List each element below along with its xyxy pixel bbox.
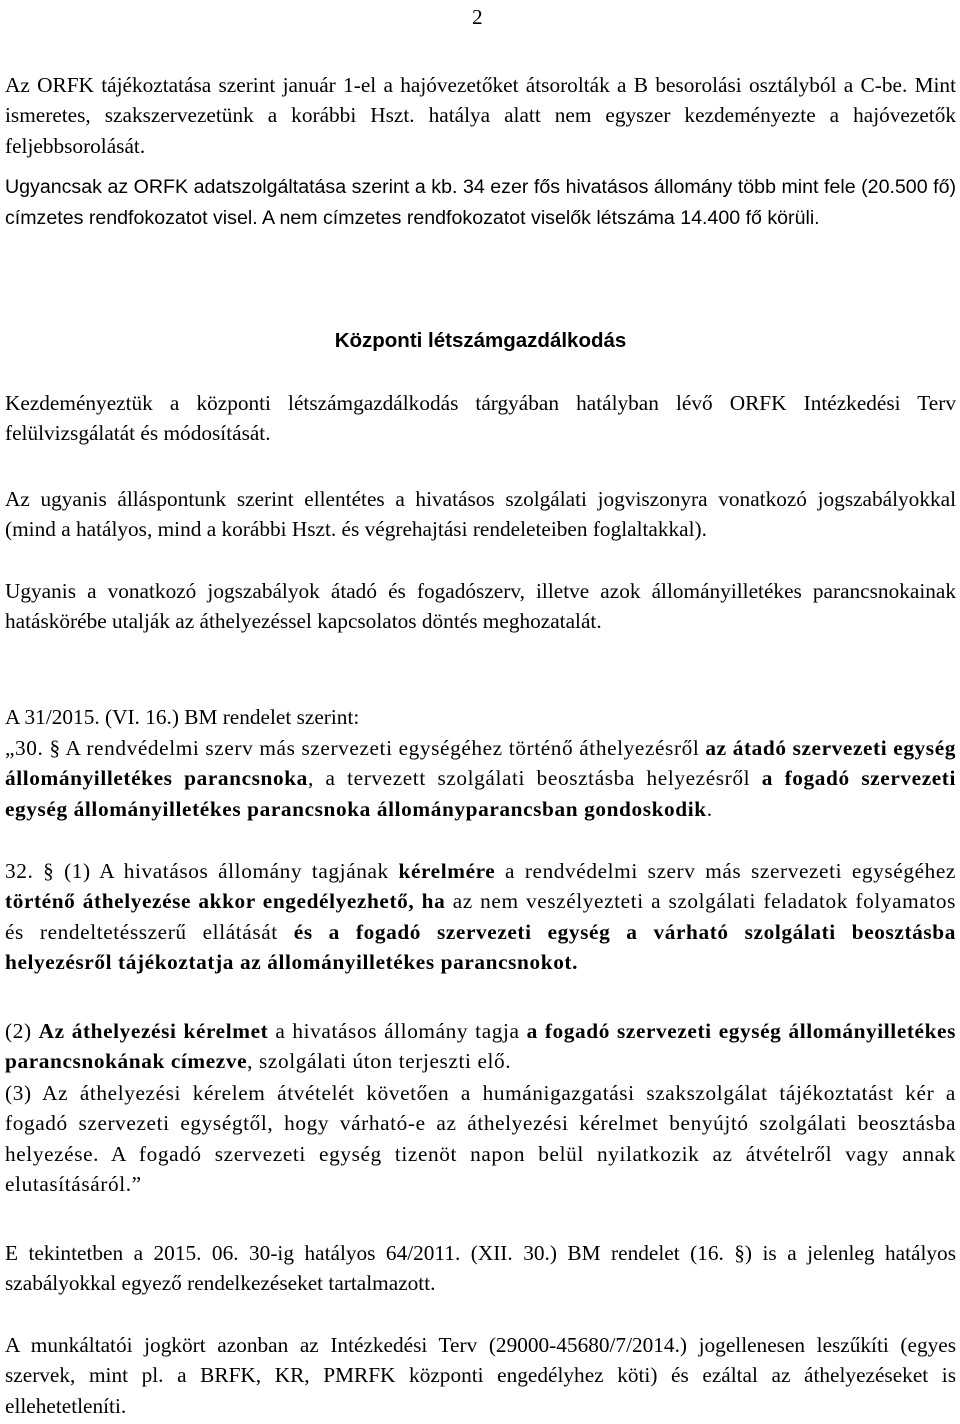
quote-32-1-text-e: az nem veszélyezteti a szolgálati feladatok folyamatos és rendeltetésszerű ellátását xyxy=(5,889,957,944)
section-heading: Központi létszámgazdálkodás xyxy=(334,329,627,352)
quote-30-bold-b: az átadó szervezeti egység állományilletékes parancsnoka xyxy=(5,736,956,791)
paragraph-e-tekintetben: E tekintetben a 2015. 06. 30-ig hatályos 64/2011. (XII. 30.) BM rendelet (16. §) is a jelenleg hatályos szabályokkal egyező rendelkezéseket tartalmazott. xyxy=(5,1241,956,1296)
quote-32-1-bold-f: és a fogadó szervezeti egység a várható szolgálati beosztásba helyezésről tájékoztatja az állományilletékes parancsnokot. xyxy=(5,919,956,974)
paragraph-rendelet-intro: A 31/2015. (VI. 16.) BM rendelet szerint: xyxy=(5,705,360,729)
quote-30-text-c: , a tervezett szolgálati beosztásba helyezésről xyxy=(307,766,762,791)
quote-section-30 xyxy=(5,733,956,824)
paragraph-munkaltatoi-jogkor: A munkáltatói jogkört azonban az Intézkedési Terv (29000-45680/7/2014.) jogellenesen leszűkíti (egyes szervek, mint pl. a BRFK, KR, PMRFK központi engedélyhez köti) és ezáltal az áthelyezéseket is ellehetetleníti. xyxy=(5,1333,956,1418)
paragraph-hajovezetok: Az ORFK tájékoztatása szerint január 1-el a hajóvezetőket átsorolták a B besorolási osztályból a C-be. Mint ismeretes, szakszervezetünk a korábbi Hszt. hatálya alatt nem egyszer kezdeményezte a hajóvezetők feljebbsorolását. xyxy=(5,73,956,158)
quote-section-32-1 xyxy=(5,856,956,977)
quote-section-32-3: (3) Az áthelyezési kérelem átvételét követően a humánigazgatási szakszolgálat tájékoztatást kér a fogadó szervezeti egységtől, hogy várható-e az áthelyezési kérelmet benyújtó szolgálati beosztásba helyezése. A fogadó szervezeti egység tizenöt napon belül nyilatkozik az átvételről vagy annak elutasításáról.” xyxy=(5,1081,956,1196)
quote-32-1-text-a: 32. § (1) A hivatásos állomány tagjának xyxy=(5,859,399,883)
quote-32-1-bold-b: kérelmére xyxy=(398,859,496,883)
quote-30-text-e: . xyxy=(706,796,713,821)
paragraph-allaspont: Az ugyanis álláspontunk szerint ellentétes a hivatásos szolgálati jogviszonyra vonatkozó jogszabályokkal (mind a hatályos, mind a korábbi Hszt. és végrehajtási rendeleteiben foglaltakkal). xyxy=(5,487,956,542)
quote-32-2-bold-d: a fogadó szervezeti egység állományilletékes parancsnokának címezve xyxy=(5,1019,956,1074)
quote-section-32-2 xyxy=(5,1016,956,1077)
quote-32-2-bold-b: Az áthelyezési kérelmet xyxy=(38,1019,269,1043)
paragraph-cimzetes-rendfokozat: Ugyancsak az ORFK adatszolgáltatása szerint a kb. 34 ezer fős hivatásos állomány több mint fele (20.500 fő) címzetes rendfokozatot visel. A nem címzetes rendfokozatot viselők létszáma 14.400 fő körüli. xyxy=(5,176,956,229)
quote-30-bold-d: a fogadó szervezeti egység állományilletékes parancsnoka állományparancsban gondoskodik xyxy=(5,766,957,821)
paragraph-kezdemenyeztuk: Kezdeményeztük a központi létszámgazdálkodás tárgyában hatályban lévő ORFK Intézkedési Terv felülvizsgálatát és módosítását. xyxy=(5,391,956,446)
page-number: 2 xyxy=(472,5,483,29)
quote-30-text-a: „30. § A rendvédelmi szerv más szervezeti egységéhez történő áthelyezésről xyxy=(5,736,706,760)
quote-32-1-bold-d: történő áthelyezése akkor engedélyezhető, ha xyxy=(5,889,446,914)
quote-32-1-text-c: a rendvédelmi szerv más szervezeti egységéhez xyxy=(495,859,956,883)
paragraph-ugyanis: Ugyanis a vonatkozó jogszabályok átadó és fogadószerv, illetve azok állományilletékes parancsnokainak hatáskörébe utalják az áthelyezéssel kapcsolatos döntés meghozatalát. xyxy=(5,579,956,634)
quote-32-2-text-e: , szolgálati úton terjeszti elő. xyxy=(247,1049,512,1074)
quote-32-2-text-c: a hivatásos állomány tagja xyxy=(268,1019,527,1043)
quote-32-2-text-a: (2) xyxy=(5,1019,39,1043)
